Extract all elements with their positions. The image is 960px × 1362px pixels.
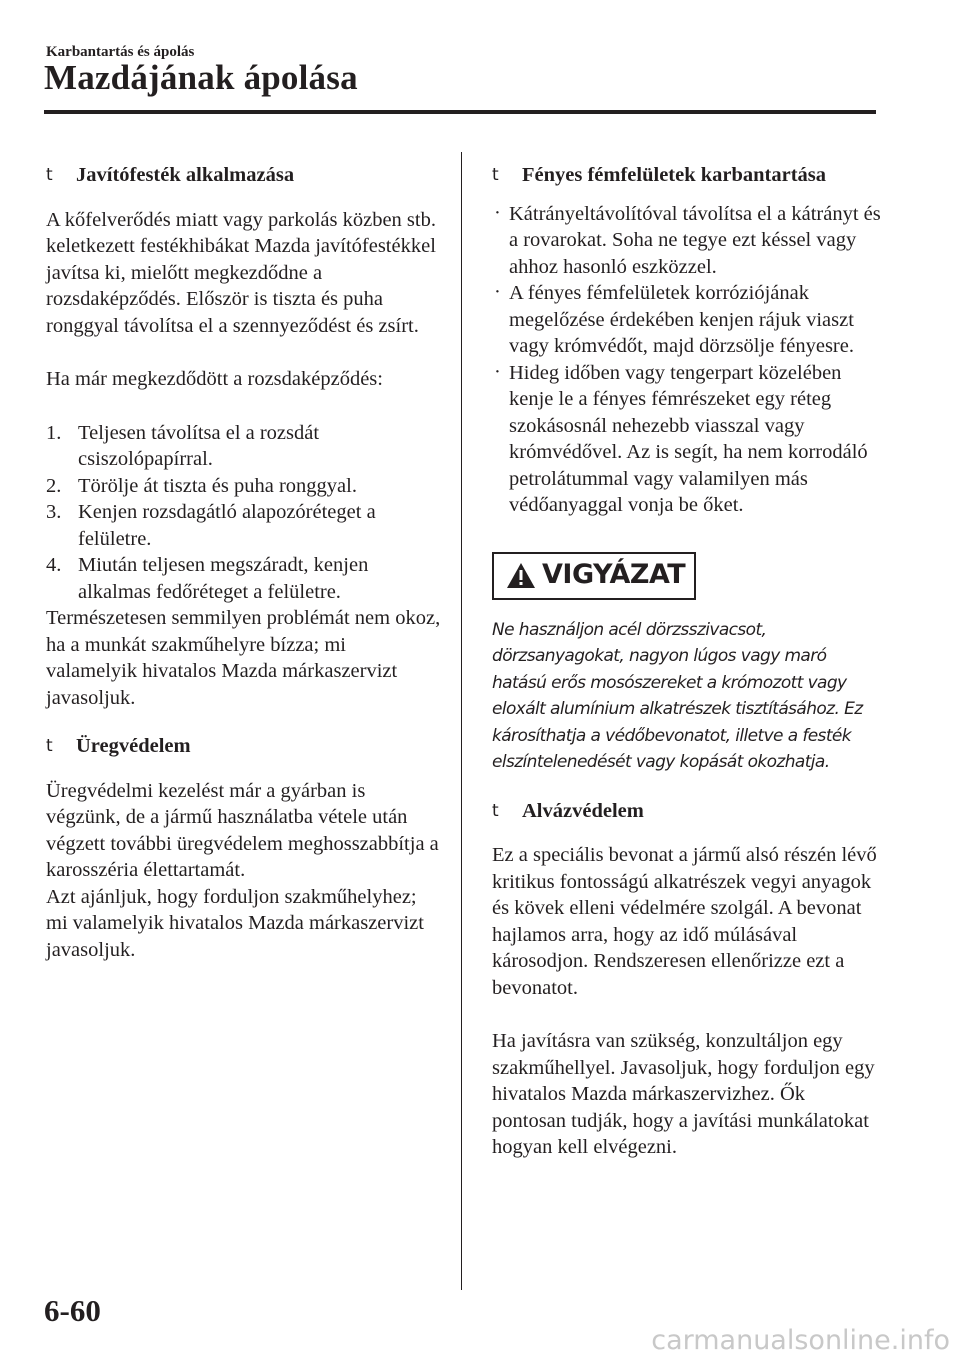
list-item — [492, 360, 882, 519]
list-item — [46, 420, 441, 473]
list-text: Törölje át tiszta és puha ronggyal. — [78, 474, 357, 497]
list-text: Kenjen rozsdagátló alapozóréteget a felületre. — [78, 501, 376, 550]
paragraph: Ha javításra van szükség, konzultáljon egy szakműhellyel. Javasoljuk, hogy forduljon egy hivatalos Mazda márkaszervizhez. Ők pontosan tudják, hogy a javítási munkálatokat hogyan kell elvégezni. — [492, 1030, 875, 1158]
left-column — [46, 162, 441, 963]
heading-text: Javítófesték alkalmazása — [76, 164, 295, 186]
section-heading-touch-up-paint — [46, 162, 441, 189]
list-number: 3. — [46, 501, 62, 523]
section-bullet-icon: t — [46, 165, 53, 185]
header-rule — [44, 110, 876, 114]
list-text: A fényes fémfelületek korróziójának megelőzése érdekében kenjen rájuk viaszt vagy krómvédőt, majd dörzsölje fényesre. — [509, 282, 854, 357]
warning-text: Ne használjon acél dörzsszivacsot, dörzsanyagokat, nagyon lúgos vagy maró hatású erős mosószereket a krómozott vagy eloxált alumínium alkatrészek tisztításához. Ez károsíthatja a védőbevonatot, illetve a festék elszíntelenedését vagy kopását okozhatja. — [492, 619, 863, 772]
list-item — [492, 280, 882, 360]
list-item — [46, 473, 441, 500]
list-number: 2. — [46, 474, 62, 497]
section-bullet-icon: t — [492, 800, 499, 821]
bullet-dot-icon: · — [494, 360, 501, 383]
warning-triangle-icon — [506, 562, 536, 589]
heading-text: Fényes fémfelületek karbantartása — [522, 164, 827, 186]
bullet-dot-icon: · — [494, 281, 501, 303]
paragraph: Ha már megkezdődött a rozsdaképződés: — [46, 368, 383, 390]
list-text: Hideg időben vagy tengerpart közelében kenje le a fényes fémrészeket egy réteg szokásosnál nehezebb viasszal vagy krómvédővel. Az is segít, ha nem korrodáló petrolátummal vagy valamilyen más védőanyaggal vonja be őket. — [509, 361, 868, 516]
paragraph: Azt ajánljuk, hogy forduljon szakműhelyhez; mi valamelyik hivatalos Mazda márkaszervizt javasoljuk. — [46, 885, 424, 961]
list-number: 1. — [46, 421, 62, 444]
watermark: carmanualsonline.info — [651, 1325, 950, 1356]
paragraph: Üregvédelmi kezelést már a gyárban is végzünk, de a jármű használatba vétele után végzett további üregvédelem meghosszabbítja a karosszéria élettartamát. — [46, 779, 439, 881]
page-number: 6-60 — [44, 1293, 101, 1328]
heading-text: Alvázvédelem — [522, 799, 644, 822]
paragraph: A kőfelverődés miatt vagy parkolás közben stb. keletkezett festékhibákat Mazda javítófestékkel javítsa ki, mielőtt megkezdődne a rozsdaképződés. Először is tiszta és puha ronggyal távolítsa el a szennyeződést és zsírt. — [46, 208, 436, 337]
paragraph: Ez a speciális bevonat a jármű alsó részén lévő kritikus fontosságú alkatrészek vegyi anyagok és kövek elleni védelmére szolgál. A bevonat hajlamos arra, hogy az idő múlásával károsodjon. Rendszeresen ellenőrizze ezt a bevonatot. — [492, 844, 877, 999]
list-number: 4. — [46, 554, 62, 576]
warning-title: VIGYÁZAT — [542, 559, 686, 591]
numbered-list — [46, 420, 441, 606]
list-text: Miután teljesen megszáradt, kenjen alkalmas fedőréteget a felületre. — [78, 554, 369, 603]
list-item — [492, 201, 882, 281]
column-divider — [461, 152, 462, 1290]
warning-box — [492, 552, 696, 600]
right-column — [492, 162, 882, 1161]
section-label: Karbantartás és ápolás — [46, 44, 195, 60]
page-title: Mazdájának ápolása — [44, 58, 358, 97]
bullet-list — [492, 201, 882, 519]
bullet-dot-icon: · — [494, 201, 501, 224]
section-heading-cavity-protection — [46, 733, 441, 760]
paragraph: Természetesen semmilyen problémát nem okoz, ha a munkát szakműhelyre bízza; mi valamelyik hivatalos Mazda márkaszervizt javasoljuk. — [46, 607, 441, 709]
section-heading-underbody-protection — [492, 798, 882, 825]
section-bullet-icon: t — [492, 165, 499, 185]
list-item — [46, 499, 441, 552]
section-bullet-icon: t — [46, 736, 53, 756]
list-item — [46, 552, 441, 605]
list-text: Kátrányeltávolítóval távolítsa el a kátrányt és a rovarokat. Soha ne tegye ezt késsel vagy ahhoz hasonló eszközzel. — [509, 202, 881, 278]
section-heading-bright-metal — [492, 162, 882, 189]
list-text: Teljesen távolítsa el a rozsdát csiszolópapírral. — [78, 421, 320, 470]
heading-text: Üregvédelem — [76, 735, 191, 757]
